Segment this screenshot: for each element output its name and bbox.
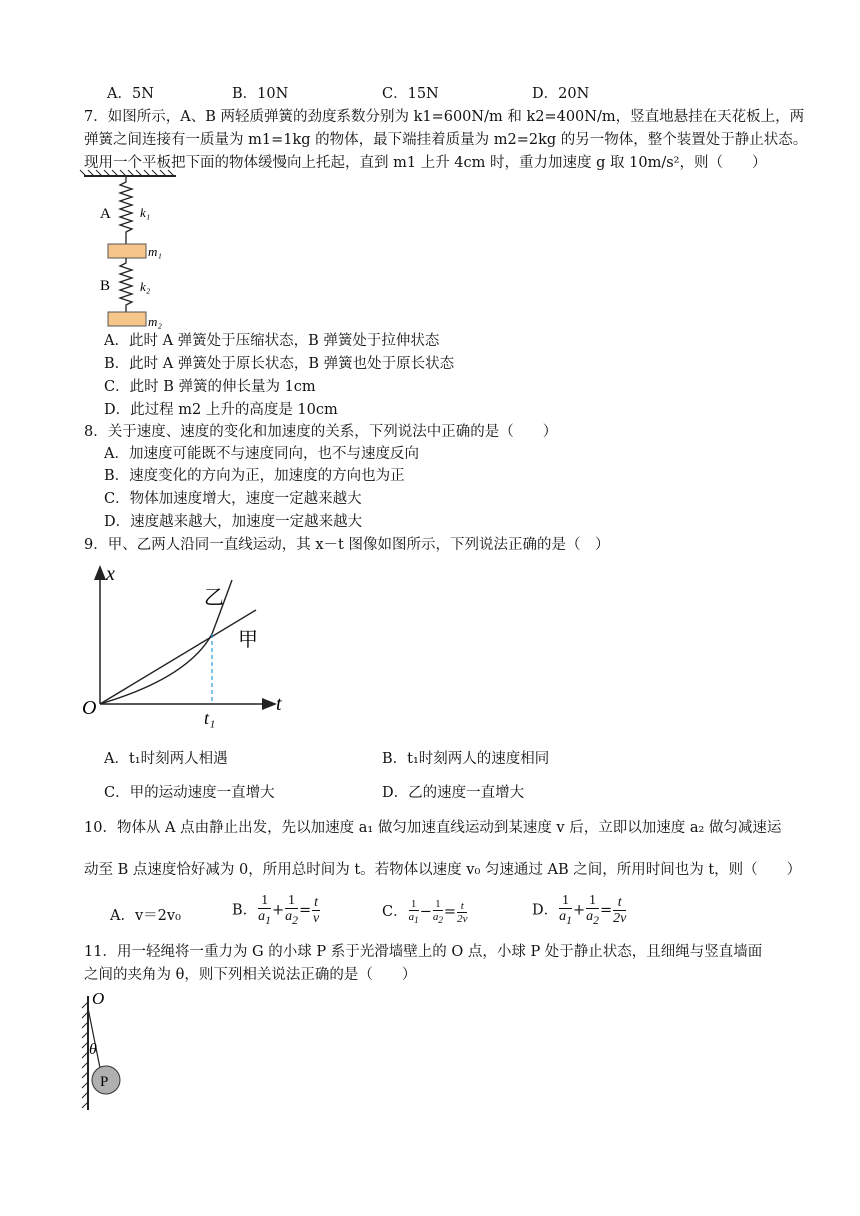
- q7-option-b: B．此时 A 弹簧处于原长状态，B 弹簧也处于原长状态: [104, 356, 455, 372]
- label-k1: k₁: [140, 205, 151, 220]
- q9-option-d: D．乙的速度一直增大: [382, 785, 525, 801]
- q10-option-b: B． $\frac{1}{a_1}$ + $\frac{1}{a_2}$ = $\frac{t}{v}$: [232, 893, 320, 927]
- q7-option-d: D．此过程 m2 上升的高度是 10cm: [104, 402, 338, 418]
- label-spring-b: B: [100, 278, 111, 294]
- q11-wall-ball-figure: [78, 986, 138, 1112]
- q8-option-d: D．速度越来越大，加速度一定越来越大: [104, 514, 363, 530]
- q9-option-b: B．t₁时刻两人的速度相同: [382, 751, 550, 767]
- q10-stem-line-1: 10．物体从 A 点由静止出发，先以加速度 a₁ 做匀加速直线运动到某速度 v 后，立即以加速度 a₂ 做匀减速运: [84, 820, 782, 836]
- label-spring-a: A: [100, 206, 111, 222]
- t1-label: t₁: [204, 708, 216, 728]
- yi-label: 乙: [204, 587, 224, 609]
- q9-stem: 9．甲、乙两人沿同一直线运动，其 x－t 图像如图所示，下列说法正确的是（ ）: [84, 537, 610, 553]
- q8-stem: 8．关于速度、速度的变化和加速度的关系，下列说法中正确的是（ ）: [84, 424, 558, 440]
- y-axis-label: x: [106, 563, 115, 585]
- rope: [88, 1008, 100, 1068]
- q8-option-c: C．物体加速度增大，速度一定越来越大: [104, 491, 362, 507]
- origin-label: O: [82, 697, 97, 719]
- q7-stem-line-1: 7．如图所示，A、B 两轻质弹簧的劲度系数分别为 k1=600N/m 和 k2=400N/m，竖直地悬挂在天花板上，两: [84, 109, 805, 125]
- q9-option-c: C．甲的运动速度一直增大: [104, 785, 275, 801]
- q7-stem-line-3: 现用一个平板把下面的物体缓慢向上托起，直到 m1 上升 4cm 时，重力加速度 g 取 10m/s²，则（ ）: [84, 155, 767, 171]
- q10-option-c: C． $\frac{1}{a_1}$ − $\frac{1}{a_2}$ = $\frac{t}{2v}$: [382, 898, 468, 926]
- x-axis-label: t: [276, 693, 282, 715]
- block-m1: [108, 244, 146, 258]
- q6-option-d: D．20N: [532, 86, 590, 102]
- block-m2: [108, 312, 146, 326]
- q9-option-a: A．t₁时刻两人相遇: [104, 751, 228, 767]
- q7-spring-figure: [80, 170, 190, 330]
- q6-option-c: C．15N: [382, 86, 439, 102]
- q8-option-a: A．加速度可能既不与速度同向，也不与速度反向: [104, 446, 419, 462]
- label-m1: m₁: [148, 244, 162, 259]
- label-theta: θ: [89, 1041, 97, 1058]
- q9-xt-graph: [78, 558, 298, 728]
- q11-stem-line-1: 11．用一轻绳将一重力为 G 的小球 P 系于光滑墙壁上的 O 点，小球 P 处于静止状态，且细绳与竖直墙面: [84, 944, 763, 960]
- spring-b: [120, 258, 132, 312]
- q6-option-b: B．10N: [232, 86, 289, 102]
- spring-a: [120, 176, 132, 244]
- q11-stem-line-2: 之间的夹角为 θ，则下列相关说法正确的是（ ）: [84, 967, 417, 983]
- q7-option-a: A．此时 A 弹簧处于压缩状态，B 弹簧处于拉伸状态: [104, 333, 440, 349]
- label-p: P: [100, 1074, 109, 1090]
- label-m2: m₂: [148, 314, 162, 329]
- q6-option-a: A．5N: [107, 86, 154, 102]
- label-k2: k₂: [140, 279, 151, 294]
- q8-option-b: B．速度变化的方向为正，加速度的方向也为正: [104, 468, 405, 484]
- q7-stem-line-2: 弹簧之间连接有一质量为 m1=1kg 的物体，最下端挂着质量为 m2=2kg 的另一物体，整个装置处于静止状态。: [84, 132, 808, 148]
- q10-stem-line-2: 动至 B 点速度恰好减为 0，所用总时间为 t。若物体以速度 v₀ 匀速通过 AB 之间，所用时间也为 t，则（ ）: [84, 862, 802, 878]
- jia-label: 甲: [238, 629, 258, 651]
- label-o: O: [92, 989, 105, 1008]
- q7-option-c: C．此时 B 弹簧的伸长量为 1cm: [104, 379, 316, 395]
- line-jia: [100, 610, 256, 704]
- q10-option-d: D． $\frac{1}{a_1}$ + $\frac{1}{a_2}$ = $\frac{t}{2v}$: [532, 893, 627, 927]
- q10-option-a: A．v＝2v₀: [110, 908, 181, 924]
